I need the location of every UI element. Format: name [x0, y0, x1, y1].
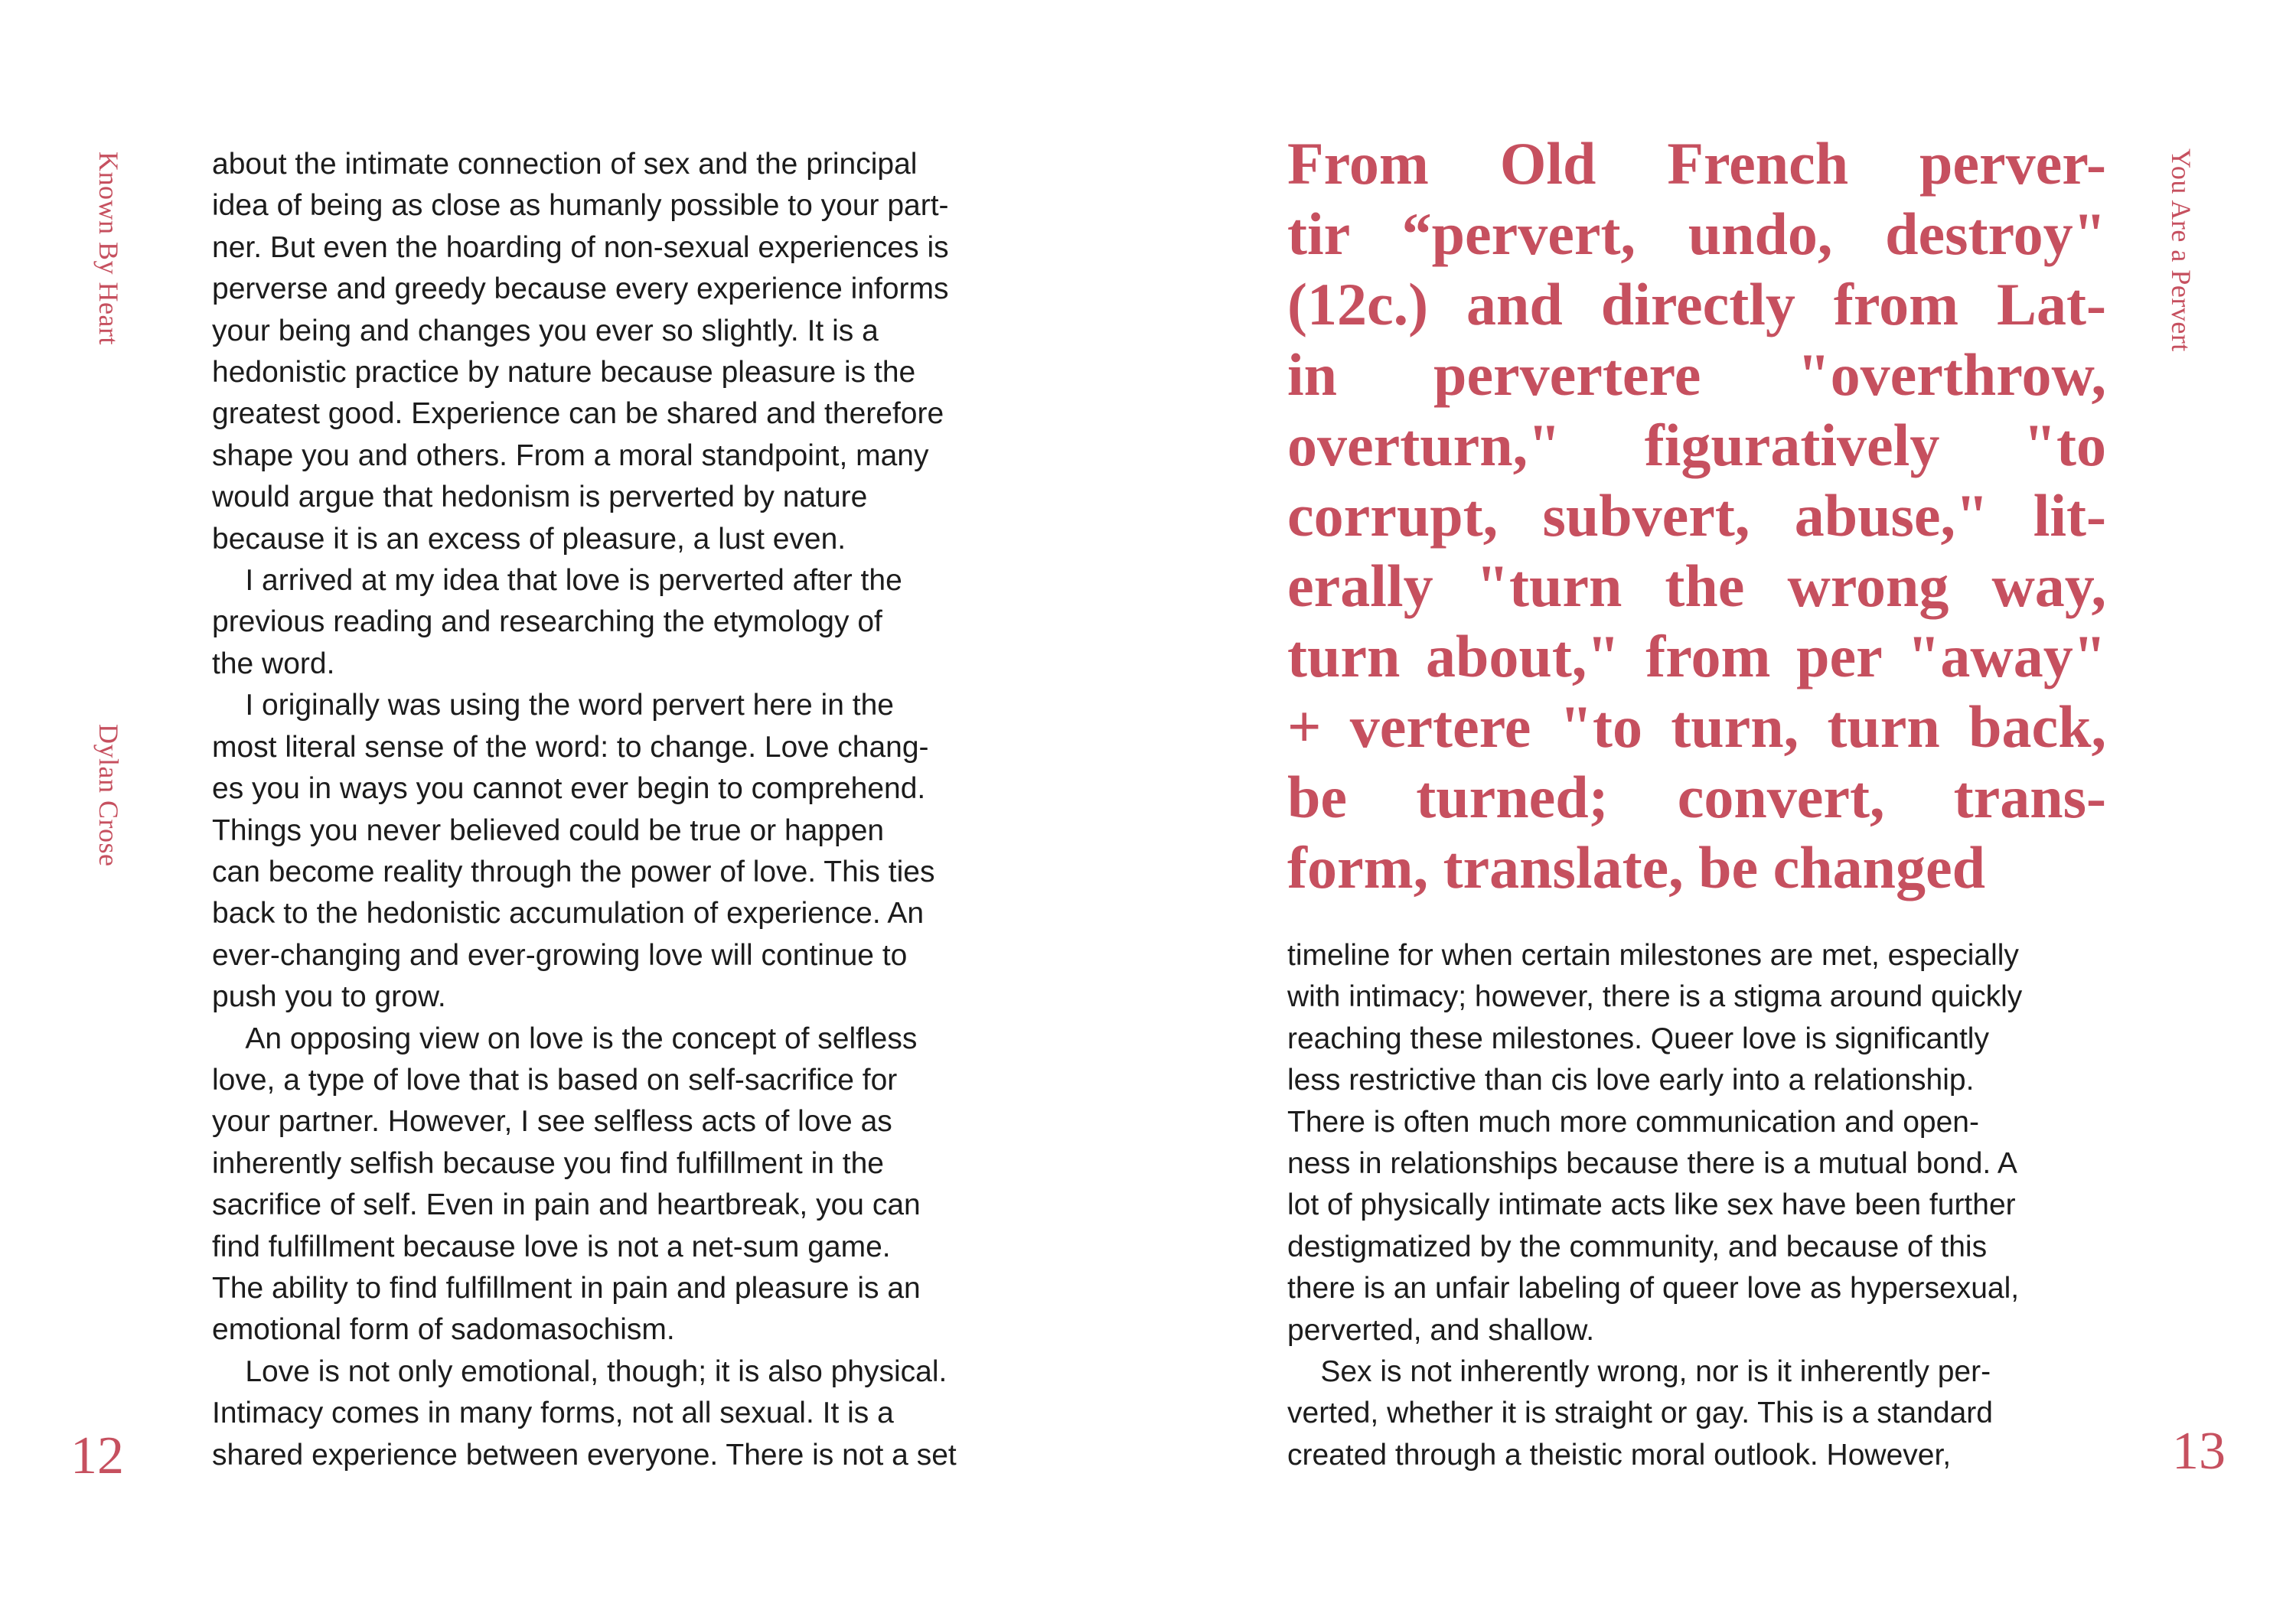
- text-line: can become reality through the power of love. This ties: [212, 855, 935, 888]
- pull-quote-line: erally "turn the wrong way,: [1287, 553, 2106, 619]
- text-line: destigmatized by the community, and because of this: [1287, 1230, 1988, 1263]
- pull-quote-line: overturn," figuratively "to: [1287, 412, 2106, 478]
- text-line: love, a type of love that is based on self-sacrifice for: [212, 1063, 898, 1097]
- text-line: your partner. However, I see selfless acts of love as: [212, 1105, 892, 1139]
- text-line: There is often much more communication and open-: [1287, 1105, 1979, 1139]
- text-line: with intimacy; however, there is a stigma around quickly: [1287, 980, 2023, 1014]
- left-body-text: [212, 144, 1031, 1476]
- text-line: the word.: [212, 647, 335, 680]
- text-line: most literal sense of the word: to change. Love chang-: [212, 730, 929, 764]
- text-line: Things you never believed could be true or happen: [212, 813, 885, 847]
- text-line: would argue that hedonism is perverted by nature: [212, 481, 868, 514]
- text-line: about the intimate connection of sex and the principal: [212, 148, 918, 181]
- page-number-left: 12: [70, 1426, 124, 1485]
- pull-quote-line: (12c.) and directly from Lat-: [1287, 271, 2106, 337]
- text-line: Intimacy comes in many forms, not all sexual. It is a: [212, 1397, 894, 1430]
- author-name: Dylan Crose: [93, 724, 124, 867]
- text-line: perverted, and shallow.: [1287, 1313, 1595, 1347]
- pull-quote-line: form, translate, be changed: [1287, 834, 1986, 901]
- pull-quote-line: From Old French perver-: [1287, 130, 2106, 197]
- text-line: verted, whether it is straight or gay. This is a standard: [1287, 1397, 1993, 1430]
- text-line: find fulfillment because love is not a net-sum game.: [212, 1230, 891, 1263]
- pull-quote-line: tir “pervert, undo, destroy": [1287, 200, 2106, 267]
- pull-quote-line: + vertere "to turn, turn back,: [1287, 693, 2106, 760]
- text-line: I originally was using the word pervert here in the: [212, 689, 894, 722]
- text-line: created through a theistic moral outlook. However,: [1287, 1438, 1952, 1472]
- text-line: shared experience between everyone. There is not a set: [212, 1438, 957, 1472]
- text-line: back to the hedonistic accumulation of experience. An: [212, 897, 925, 931]
- text-line: ness in relationships because there is a mutual bond. A: [1287, 1147, 2017, 1181]
- text-line: there is an unfair labeling of queer love as hypersexual,: [1287, 1272, 2020, 1305]
- text-line: idea of being as close as humanly possible to your part-: [212, 189, 949, 223]
- text-line: timeline for when certain milestones are met, especially: [1287, 939, 2019, 972]
- pull-quote-line: be turned; convert, trans-: [1287, 764, 2106, 830]
- text-line: inherently selfish because you find fulfillment in the: [212, 1146, 884, 1180]
- page-number-right: 13: [2172, 1422, 2226, 1481]
- right-body-text: [1287, 935, 2106, 1476]
- text-line: An opposing view on love is the concept of selfless: [212, 1022, 918, 1055]
- pull-quote-line: turn about," from per "away": [1287, 623, 2106, 689]
- text-line: your being and changes you ever so slightly. It is a: [212, 314, 879, 347]
- pull-quote-line: corrupt, subvert, abuse," lit-: [1287, 482, 2106, 549]
- text-line: reaching these milestones. Queer love is significantly: [1287, 1022, 1989, 1055]
- text-line: ever-changing and ever-growing love will continue to: [212, 938, 908, 972]
- text-line: greatest good. Experience can be shared and therefore: [212, 397, 944, 431]
- text-line: lot of physically intimate acts like sex have been further: [1287, 1188, 2016, 1222]
- text-line: hedonistic practice by nature because pleasure is the: [212, 356, 916, 390]
- text-line: less restrictive than cis love early into a relationship.: [1287, 1064, 1975, 1097]
- text-line: push you to grow.: [212, 980, 446, 1014]
- text-line: Love is not only emotional, though; it is also physical.: [212, 1354, 947, 1388]
- text-line: Sex is not inherently wrong, nor is it inherently per-: [1287, 1355, 1991, 1389]
- text-line: emotional form of sadomasochism.: [212, 1313, 675, 1347]
- text-line: because it is an excess of pleasure, a lust even.: [212, 522, 846, 556]
- pull-quote-line: in pervertere "overthrow,: [1287, 341, 2106, 408]
- text-line: previous reading and researching the etymology of: [212, 605, 882, 639]
- running-head-left: Known By Heart: [93, 152, 124, 345]
- text-line: ner. But even the hoarding of non-sexual experiences is: [212, 230, 949, 264]
- text-line: I arrived at my idea that love is perverted after the: [212, 564, 902, 598]
- text-line: sacrifice of self. Even in pain and heartbreak, you can: [212, 1188, 921, 1222]
- text-line: The ability to find fulfillment in pain and pleasure is an: [212, 1271, 921, 1305]
- text-line: es you in ways you cannot ever begin to comprehend.: [212, 772, 926, 806]
- running-head-right: You Are a Pervert: [2166, 148, 2197, 352]
- pull-quote: [1287, 129, 2106, 903]
- text-line: perverse and greedy because every experience informs: [212, 272, 949, 306]
- text-line: shape you and others. From a moral standpoint, many: [212, 438, 929, 472]
